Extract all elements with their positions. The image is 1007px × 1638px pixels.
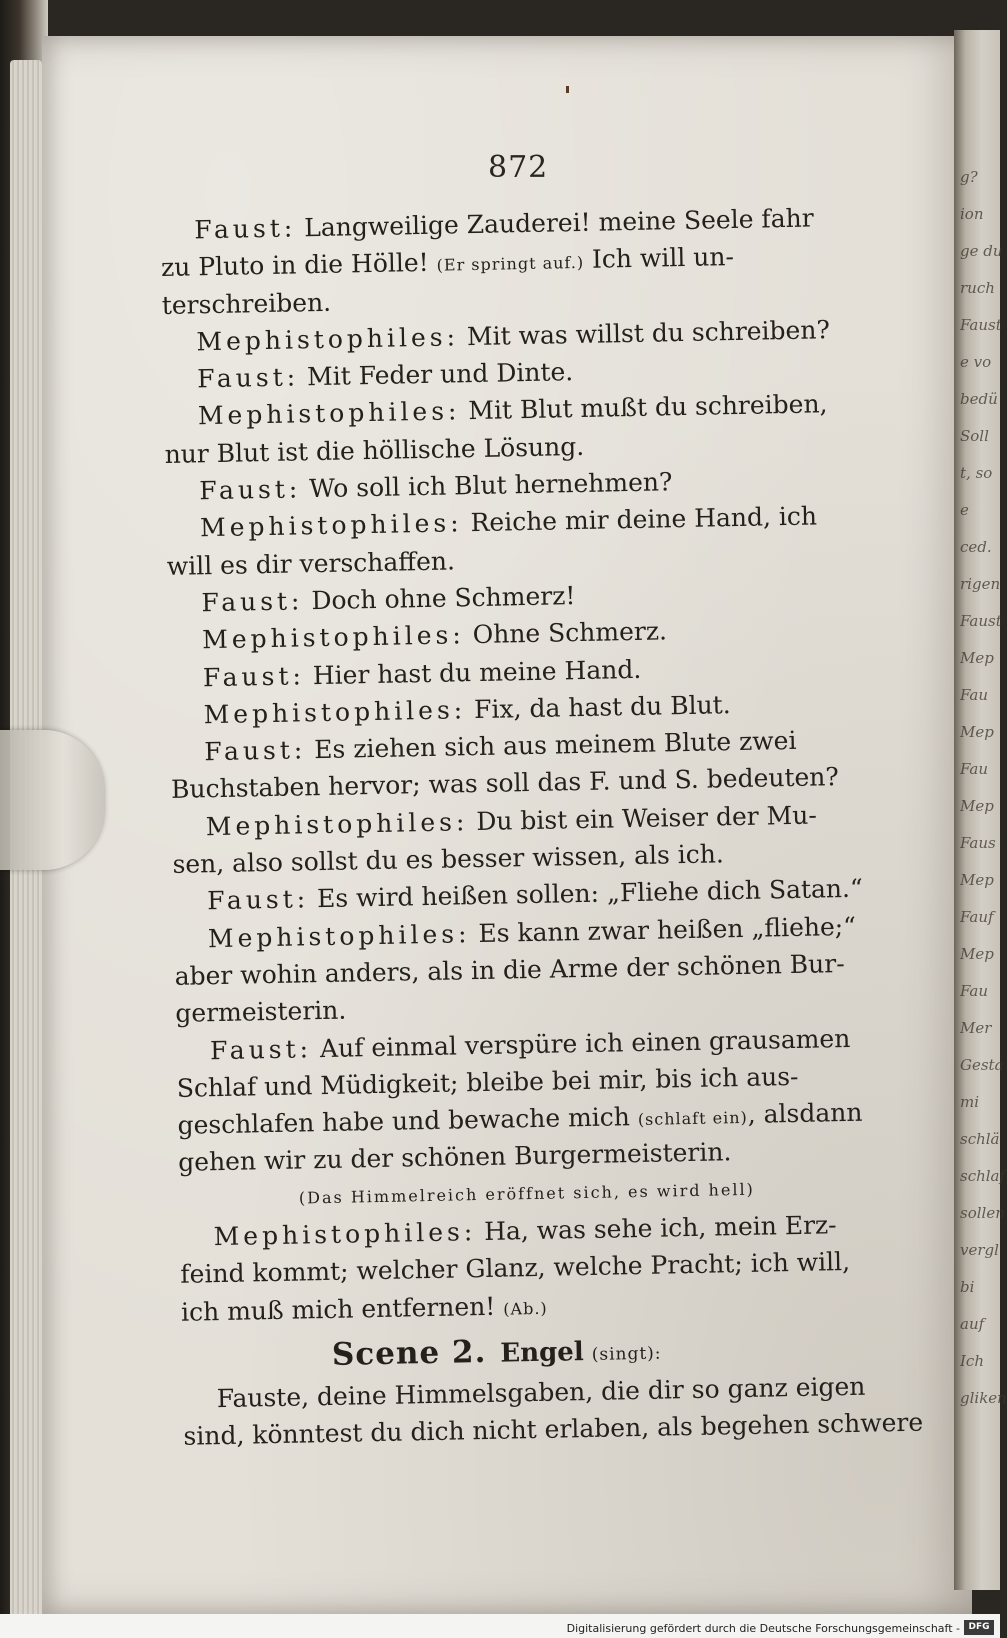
facing-page-fragment: schlaf <box>960 1167 1006 1185</box>
facing-page-fragment: Fau <box>960 686 988 704</box>
facing-page-fragment: Ich <box>960 1352 984 1370</box>
facing-page-fragment: Mep <box>960 797 994 815</box>
line-text: Ohne Schmerz. <box>464 616 668 650</box>
speaker-name: Mephistophiles: <box>205 806 469 841</box>
line-text: gehen wir zu der schönen Burgermeisterin. <box>177 1137 732 1178</box>
line-text: Langweilige Zauderei! meine Seele fahr <box>296 203 814 243</box>
line-text: terschreiben. <box>161 287 332 320</box>
line-text: Es ziehen sich aus meinem Blute zwei <box>306 726 797 765</box>
facing-page-fragment: bedü <box>960 390 998 408</box>
footer-credit: Digitalisierung gefördert durch die Deutsche Forschungsgemeinschaft - <box>566 1622 960 1635</box>
facing-page-fragment: mi <box>960 1093 980 1111</box>
line-text: Fauste, deine Himmelsgaben, die dir so ganz eigen <box>216 1371 866 1414</box>
line-text: Es wird heißen sollen: „Fliehe dich Satan.“ <box>308 873 864 914</box>
line-text: Du bist ein Weiser der Mu- <box>468 800 818 836</box>
speaker-name: Mephistophiles: <box>196 322 460 357</box>
facing-page-fragment: Fau <box>960 760 988 778</box>
line-text: Doch ohne Schmerz! <box>303 581 576 616</box>
line-text: Fix, da hast du Blut. <box>465 689 731 725</box>
facing-page-fragment: Mep <box>960 723 994 741</box>
speaker-name: Mephistophiles: <box>201 620 466 655</box>
line-text: Es kann zwar heißen „fliehe;“ <box>470 911 857 948</box>
facing-page-fragment: Soll <box>960 427 989 445</box>
line-text: Auf einmal verspüre ich einen grausamen <box>311 1023 851 1063</box>
stage-direction-line: (Das Himmelreich eröffnet sich, es wird hell) <box>298 1179 756 1208</box>
facing-page-fragment: gliken <box>960 1389 1007 1407</box>
facing-page-edge <box>954 30 1007 1590</box>
line-text: Mit was willst du schreiben? <box>458 315 831 352</box>
facing-page-fragment: sollen <box>960 1204 1005 1222</box>
line-text: zu Pluto in die Hölle! <box>160 247 437 283</box>
facing-page-fragment: ced. <box>960 538 992 556</box>
stage-direction: (Ab.) <box>503 1298 548 1319</box>
speaker-name: Mephistophiles: <box>199 508 463 543</box>
facing-page-fragment: Faust <box>960 612 1002 630</box>
stage-direction: (schlaft ein) <box>637 1108 748 1130</box>
facing-page-fragment: schlä <box>960 1130 1000 1148</box>
speaker-name: Faust: <box>201 586 304 618</box>
speaker-name: Faust: <box>202 660 306 692</box>
line-text: nur Blut ist die höllische Lösung. <box>164 431 585 469</box>
facing-page-fragment: Gesta <box>960 1056 1004 1074</box>
line-text: germeisterin. <box>175 995 347 1029</box>
line-text: Mit Feder und Dinte. <box>298 357 574 392</box>
line-text: Wo soll ich Blut hernehmen? <box>301 467 673 504</box>
speaker-name: Faust: <box>204 735 307 767</box>
line-text: ich muß mich entfernen! <box>180 1291 504 1327</box>
line-text: aber wohin anders, als in die Arme der schönen Bur- <box>174 948 845 991</box>
line-text-tail: , alsdann <box>747 1097 863 1130</box>
scene-role: Engel <box>500 1336 584 1369</box>
facing-page-fragment: Mer <box>960 1019 992 1037</box>
line-text: Mit Blut mußt du schreiben, <box>460 389 828 426</box>
facing-page-fragment: Mep <box>960 871 994 889</box>
facing-page-fragment: g? <box>960 168 978 186</box>
page-clip <box>0 730 104 870</box>
facing-page-fragment: ion <box>960 205 984 223</box>
line-text: feind kommt; welcher Glanz, welche Pracht; ich will, <box>180 1247 851 1290</box>
line-text: geschlafen habe und bewache mich <box>177 1102 639 1140</box>
speaker-name: Mephistophiles: <box>203 695 467 730</box>
scene-title: Scene 2. <box>331 1333 487 1373</box>
line-text: Schlaf und Müdigkeit; bleibe bei mir, bis ich aus- <box>176 1061 799 1103</box>
facing-page-fragment: Fauf <box>960 908 994 926</box>
speaker-name: Mephistophiles: <box>197 396 461 431</box>
line-text: Reiche mir deine Hand, ich <box>462 501 818 538</box>
speaker-name: Faust: <box>194 213 297 245</box>
line-text: sen, also sollst du es besser wissen, als ich. <box>172 839 725 879</box>
line-text: will es dir verschaffen. <box>166 546 456 581</box>
speaker-name: Faust: <box>209 1033 313 1065</box>
facing-page-fragment: e <box>960 501 969 519</box>
dfg-logo: DFG <box>964 1620 994 1635</box>
facing-page-fragment: vergl <box>960 1241 999 1259</box>
facing-page-fragment: ge du <box>960 242 1003 260</box>
ink-mark <box>566 86 569 93</box>
stage-direction: (Er springt auf.) <box>436 253 585 275</box>
facing-page-fragment: rigen <box>960 575 1001 593</box>
page-number: 872 <box>488 150 549 185</box>
facing-page-fragment: Fau <box>960 982 988 1000</box>
line-text: sind, könntest du dich nicht erlaben, als begehen schwere <box>183 1407 924 1451</box>
speaker-name: Mephistophiles: <box>207 918 471 953</box>
speaker-name: Faust: <box>206 884 310 916</box>
facing-page-fragment: Faus <box>960 834 996 852</box>
page-text <box>160 198 924 1455</box>
facing-page-fragment: auf <box>960 1315 985 1333</box>
speaker-name: Faust: <box>196 362 300 394</box>
facing-page-fragment: Mep <box>960 945 994 963</box>
facing-page-fragment: e vo <box>960 353 992 371</box>
facing-page-fragment: ruch <box>960 279 995 297</box>
facing-page-fragment: Faust <box>960 316 1002 334</box>
line-text: Hier hast du meine Hand. <box>304 654 642 690</box>
footer-bar <box>0 1614 1000 1638</box>
line-text-tail: Ich will un- <box>583 242 735 275</box>
line-text: Ha, was sehe ich, mein Erz- <box>475 1210 837 1247</box>
speaker-name: Mephistophiles: <box>213 1217 477 1252</box>
facing-page-fragment: Mep <box>960 649 994 667</box>
stage-direction: (singt): <box>591 1343 662 1365</box>
line-text: Buchstaben hervor; was soll das F. und S. bedeuten? <box>170 762 840 805</box>
facing-page-fragment: bi <box>960 1278 975 1296</box>
speaker-name: Faust: <box>199 474 302 506</box>
facing-page-fragment: t, so <box>960 464 993 482</box>
